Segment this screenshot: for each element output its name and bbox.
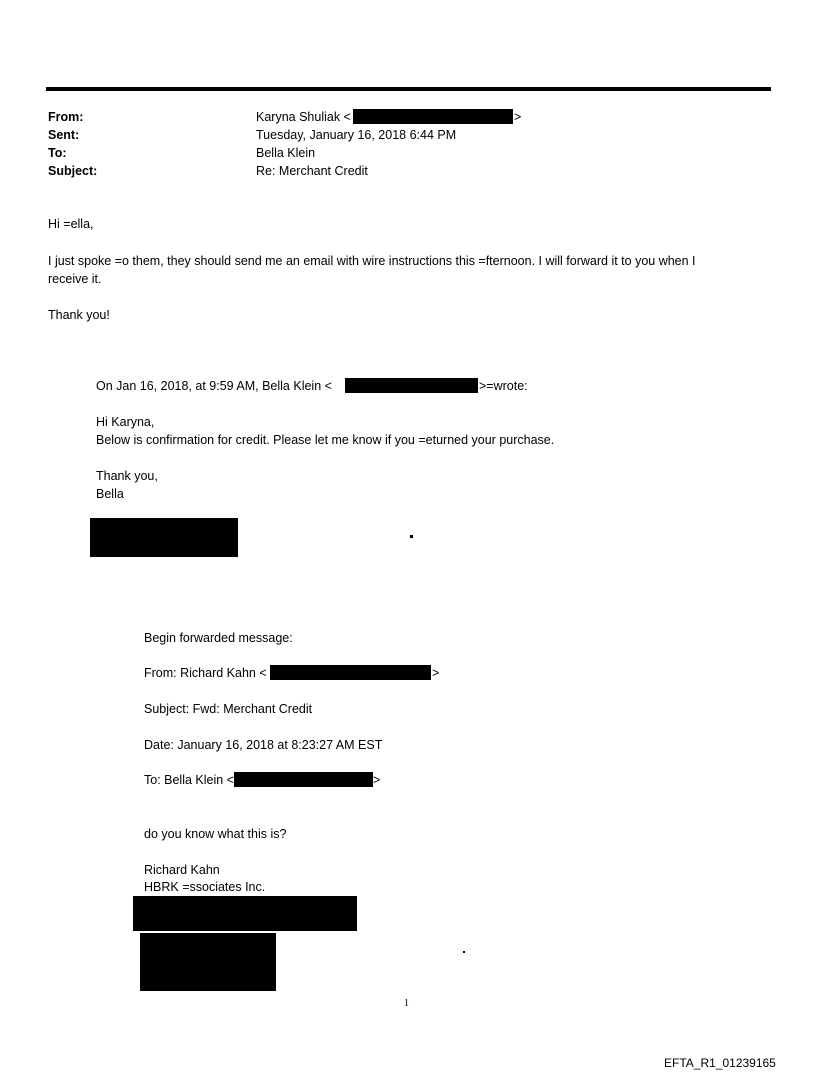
- reply-body-line2: receive it.: [48, 272, 102, 286]
- forward-sig-company: HBRK =ssociates Inc.: [144, 880, 266, 894]
- forward-to-close: >: [373, 773, 381, 787]
- sent-label: Sent:: [48, 128, 80, 142]
- reply-body-line1: I just spoke =o them, they should send me an email with wire instructions this =fternoon. I will forward it to you when I: [48, 254, 696, 268]
- from-close: >: [514, 110, 522, 124]
- redaction-block: [234, 772, 373, 787]
- forward-from-close: >: [432, 666, 440, 680]
- quoted-intro-prefix: On Jan 16, 2018, at 9:59 AM, Bella Klein <: [96, 379, 332, 393]
- sent-value: Tuesday, January 16, 2018 6:44 PM: [256, 128, 457, 142]
- redaction-block: [140, 933, 276, 991]
- reply-greeting: Hi =ella,: [48, 217, 94, 231]
- quoted-intro-suffix: >=wrote:: [479, 379, 528, 393]
- from-value: [256, 108, 351, 126]
- header-rule: [46, 87, 771, 91]
- reply-closing: Thank you!: [48, 308, 110, 322]
- speck-mark: [410, 535, 413, 538]
- subject-label: Subject:: [48, 164, 98, 178]
- redaction-block: [353, 109, 513, 124]
- redaction-block: [133, 896, 357, 931]
- quoted-closing: Thank you,: [96, 469, 158, 483]
- to-label: To:: [48, 146, 67, 160]
- redaction-block: [90, 518, 238, 557]
- to-value: Bella Klein: [256, 146, 316, 160]
- forward-question: do you know what this is?: [144, 827, 287, 841]
- quoted-greeting: Hi Karyna,: [96, 415, 155, 429]
- from-name: Karyna Shuliak <: [256, 110, 351, 124]
- forward-to-prefix: To: Bella Klein <: [144, 773, 234, 787]
- from-label: From:: [48, 110, 84, 124]
- speck-mark: [463, 951, 465, 953]
- forward-from-prefix: From: Richard Kahn <: [144, 666, 267, 680]
- page-number: 1: [404, 998, 409, 1009]
- forward-begin: Begin forwarded message:: [144, 631, 293, 645]
- quoted-body: Below is confirmation for credit. Please let me know if you =eturned your purchase.: [96, 433, 555, 447]
- subject-value: Re: Merchant Credit: [256, 164, 368, 178]
- redaction-block: [345, 378, 478, 393]
- document-id: EFTA_R1_01239165: [664, 1056, 776, 1070]
- forward-subject: Subject: Fwd: Merchant Credit: [144, 702, 313, 716]
- forward-date: Date: January 16, 2018 at 8:23:27 AM EST: [144, 738, 383, 752]
- redaction-block: [270, 665, 431, 680]
- quoted-signature: Bella: [96, 487, 124, 501]
- forward-sig-name: Richard Kahn: [144, 863, 220, 877]
